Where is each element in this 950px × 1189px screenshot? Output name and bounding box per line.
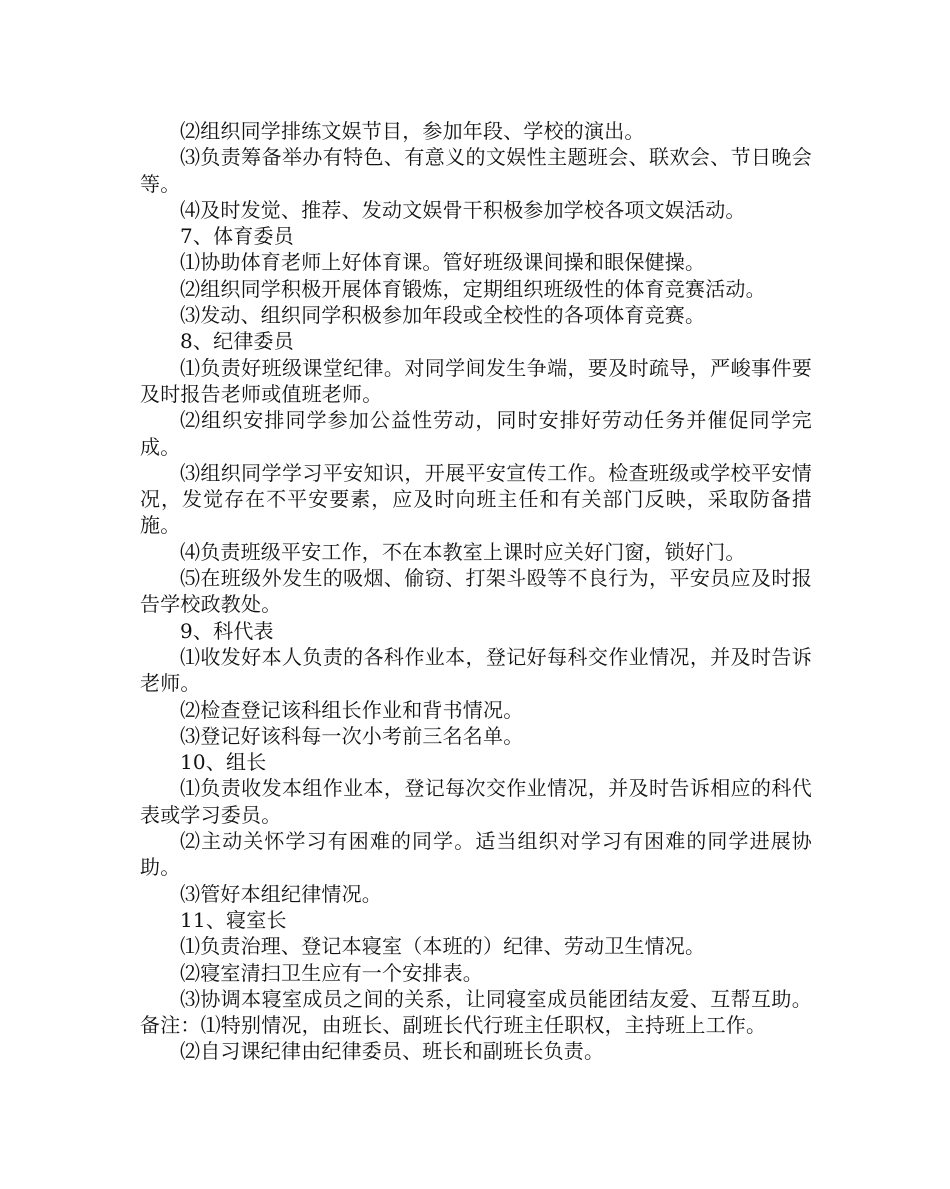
- paragraph: ⑵自习课纪律由纪律委员、班长和副班长负责。: [180, 1039, 605, 1064]
- paragraph: ⑶发动、组织同学积极参加年段或全校性的各项体育竞赛。: [180, 303, 706, 328]
- paragraph: ⑶负责筹备举办有特色、有意义的文娱性主题班会、联欢会、节日晚会等。: [140, 145, 812, 196]
- document-page: [140, 118, 812, 1065]
- paragraph: ⑴负责好班级课堂纪律。对同学间发生争端，要及时疏导，严峻事件要及时报告老师或值班老师。: [140, 355, 812, 406]
- paragraph: ⑶协调本寝室成员之间的关系，让同寝室成员能团结友爱、互帮互助。备注：⑴特别情况，由班长、副班长代行班主任职权，主持班上工作。: [140, 986, 812, 1038]
- paragraph: ⑸在班级外发生的吸烟、偷窃、打架斗殴等不良行为，平安员应及时报告学校政教处。: [140, 566, 812, 617]
- paragraph: ⑴负责收发本组作业本，登记每次交作业情况，并及时告诉相应的科代表或学习委员。: [140, 776, 812, 827]
- paragraph: ⑵寝室清扫卫生应有一个安排表。: [180, 960, 483, 985]
- section-heading: 9、科代表: [180, 618, 274, 643]
- paragraph: ⑵检查登记该科组长作业和背书情况。: [180, 697, 524, 722]
- paragraph: ⑵组织安排同学参加公益性劳动，同时安排好劳动任务并催促同学完成。: [140, 408, 812, 459]
- paragraph: ⑷负责班级平安工作，不在本教室上课时应关好门窗，锁好门。: [180, 539, 746, 564]
- paragraph: ⑶登记好该科每一次小考前三名名单。: [180, 723, 524, 748]
- paragraph: ⑷及时发觉、推荐、发动文娱骨干积极参加学校各项文娱活动。: [180, 197, 746, 222]
- paragraph: ⑵组织同学积极开展体育锻炼，定期组织班级性的体育竞赛活动。: [180, 276, 766, 301]
- paragraph: ⑵组织同学排练文娱节目，参加年段、学校的演出。: [180, 119, 645, 143]
- section-heading: 8、纪律委员: [180, 329, 294, 354]
- paragraph: ⑶组织同学学习平安知识，开展平安宣传工作。检查班级或学校平安情况，发觉存在不平安要素，应及时向班主任和有关部门反映，采取防备措施。: [140, 460, 812, 538]
- paragraph: ⑶管好本组纪律情况。: [180, 881, 382, 906]
- section-heading: 7、体育委员: [180, 224, 294, 249]
- paragraph: ⑴协助体育老师上好体育课。管好班级课间操和眼保健操。: [180, 250, 706, 275]
- paragraph: ⑵主动关怀学习有困难的同学。适当组织对学习有困难的同学进展协助。: [140, 829, 812, 880]
- paragraph: ⑴负责治理、登记本寝室（本班的）纪律、劳动卫生情况。: [180, 934, 706, 959]
- section-heading: 10、组长: [180, 750, 267, 775]
- section-heading: 11、寝室长: [180, 907, 287, 932]
- paragraph: ⑴收发好本人负责的各科作业本，登记好每科交作业情况，并及时告诉老师。: [140, 644, 812, 696]
